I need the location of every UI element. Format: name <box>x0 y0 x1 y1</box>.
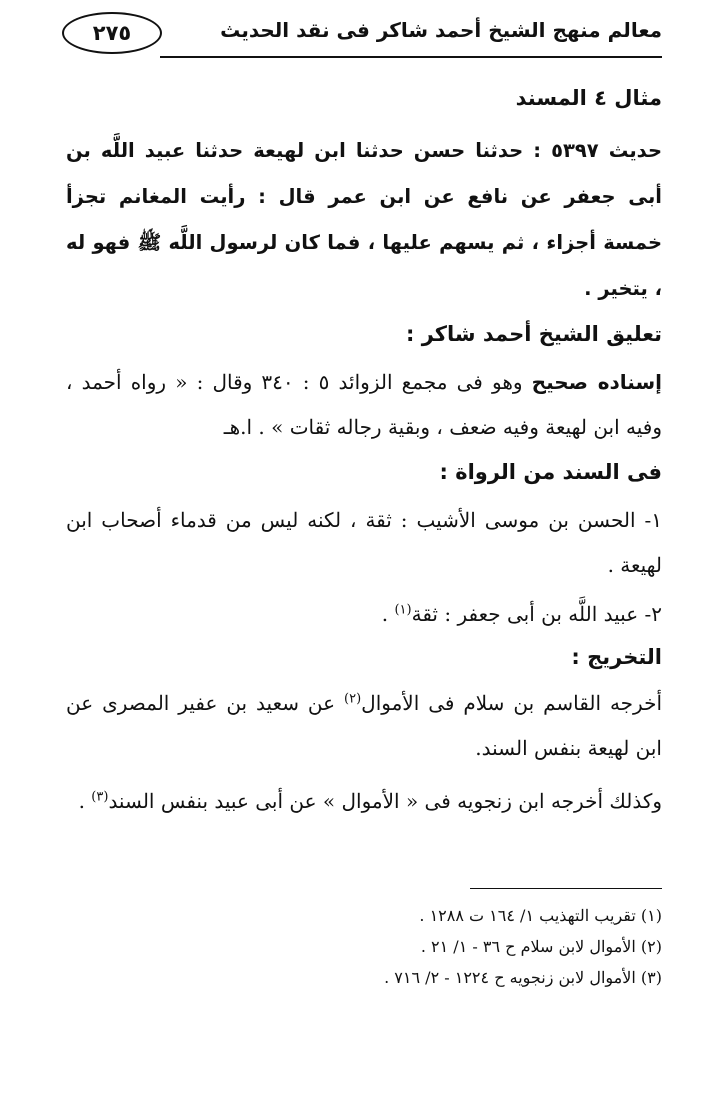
footnote-ref[interactable]: (٣) <box>91 789 109 805</box>
footnote-item: (١) تقريب التهذيب ١/ ١٦٤ ت ١٢٨٨ . <box>419 906 662 925</box>
footnote-ref[interactable]: (١) <box>394 602 412 618</box>
example-heading: مثال ٤ المسند <box>515 86 662 110</box>
header-divider <box>160 56 662 58</box>
narrator-item <box>66 592 662 637</box>
commentary-lead: إسناده صحيح <box>531 370 662 394</box>
narrator-text: ٢- عبيد اللَّه بن أبى جعفر : ثقة <box>411 602 662 626</box>
hadith-label: حديث ٥٣٩٧ : <box>533 139 663 162</box>
footnotes <box>66 900 662 993</box>
page-number-badge: ٢٧٥ <box>62 12 162 54</box>
takhrij-text: أخرجه القاسم بن سلام فى الأموال <box>361 691 663 715</box>
page-body <box>66 72 662 824</box>
page-header <box>62 12 662 56</box>
takhrij-text: . <box>78 789 92 813</box>
narrator-text: ١- الحسن بن موسى الأشيب : ثقة ، لكنه ليس من قدماء أصحاب ابن لهيعة . <box>66 508 662 577</box>
commentary-text: وهو فى مجمع الزوائد ٥ : ٣٤٠ وقال : « رواه أحمد ، وفيه ابن لهيعة وفيه ضعف ، وبقية رجاله ثقات » . ا.هـ <box>66 370 662 439</box>
narrators-heading: فى السند من الرواة : <box>439 460 662 484</box>
book-title: معالم منهج الشيخ أحمد شاكر فى نقد الحديث <box>220 18 662 42</box>
footnote-divider <box>470 888 662 889</box>
footnote-item: (٢) الأموال لابن سلام ح ٣٦ - ١/ ٢١ . <box>420 937 662 956</box>
takhrij-paragraph <box>66 681 662 771</box>
commentary-heading: تعليق الشيخ أحمد شاكر : <box>406 322 662 346</box>
footnote-ref[interactable]: (٢) <box>344 691 362 707</box>
hadith-text: حدثنا حسن حدثنا ابن لهيعة حدثنا عبيد اللَّه بن أبى جعفر عن نافع عن ابن عمر قال : رأيت المغانم تجزأ خمسة أجزاء ، ثم يسهم عليها ، فما كان لرسول اللَّه ﷺ فهو له ، يتخير . <box>66 139 662 300</box>
takhrij-text: وكذلك أخرجه ابن زنجويه فى « الأموال » عن أبى عبيد بنفس السند <box>108 789 662 813</box>
takhrij-text: عن سعيد بن عفير المصرى عن ابن لهيعة بنفس السند. <box>66 691 662 760</box>
takhrij-paragraph <box>66 779 662 824</box>
narrator-item <box>66 498 662 588</box>
commentary-paragraph <box>66 360 662 450</box>
hadith-paragraph <box>66 128 662 312</box>
takhrij-heading: التخريج : <box>571 645 662 669</box>
narrator-tail: . <box>381 602 395 626</box>
footnote-item: (٣) الأموال لابن زنجويه ح ١٢٢٤ - ٢/ ٧١٦ . <box>384 968 662 987</box>
